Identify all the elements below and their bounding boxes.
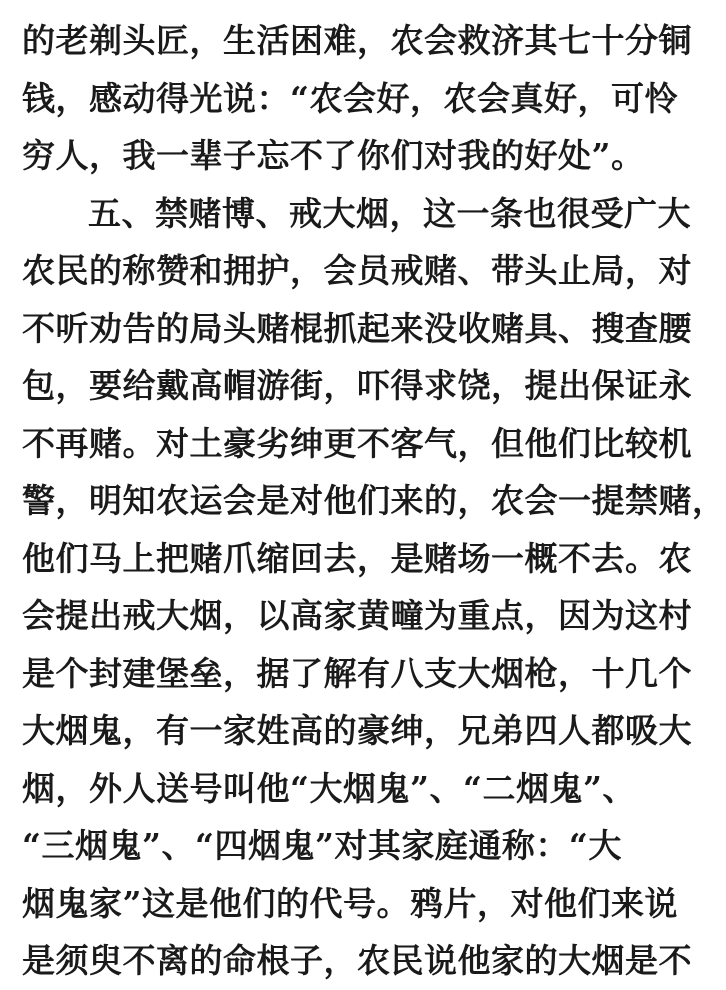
text-line: 钱，感动得光说：“农会好，农会真好，可怜 bbox=[22, 78, 678, 118]
text-line: 穷人，我一辈子忘不了你们对我的好处”。 bbox=[22, 136, 645, 175]
text-line: 的老剃头匠，生活困难，农会救济其七十分铜 bbox=[22, 21, 692, 60]
text-line: 农民的称赞和拥护，会员戒赌、带头止局，对 bbox=[22, 251, 692, 290]
text-line: 会提出戒大烟，以高家黄疃为重点，因为这村 bbox=[22, 596, 692, 635]
text-line: 烟，外人送号叫他“大烟鬼”、“二烟鬼”、 bbox=[22, 768, 636, 808]
text-line: 是个封建堡垒，据了解有八支大烟枪，十几个 bbox=[22, 653, 692, 693]
text-line: 烟鬼家”这是他们的代号。鸦片，对他们来说 bbox=[22, 883, 678, 923]
text-line: 不再赌。对土豪劣绅更不客气，但他们比较机 bbox=[22, 423, 692, 463]
text-line: “三烟鬼”、“四烟鬼”对其家庭通称：“大 bbox=[22, 826, 622, 865]
text-line: 是须臾不离的命根子，农民说他家的大烟是不 bbox=[22, 941, 692, 980]
text-line: 警，明知农运会是对他们来的，农会一提禁赌， bbox=[22, 481, 726, 520]
text-line: 大烟鬼，有一家姓高的豪绅，兄弟四人都吸大 bbox=[22, 711, 692, 750]
text-line: 他们马上把赌爪缩回去，是赌场一概不去。农 bbox=[22, 538, 692, 578]
text-line: 包，要给戴高帽游街，吓得求饶，提出保证永 bbox=[22, 366, 692, 405]
text-line: 五、禁赌博、戒大烟，这一条也很受广大 bbox=[88, 193, 691, 233]
text-line: 不听劝告的局头赌棍抓起来没收赌具、搜查腰 bbox=[22, 308, 692, 348]
